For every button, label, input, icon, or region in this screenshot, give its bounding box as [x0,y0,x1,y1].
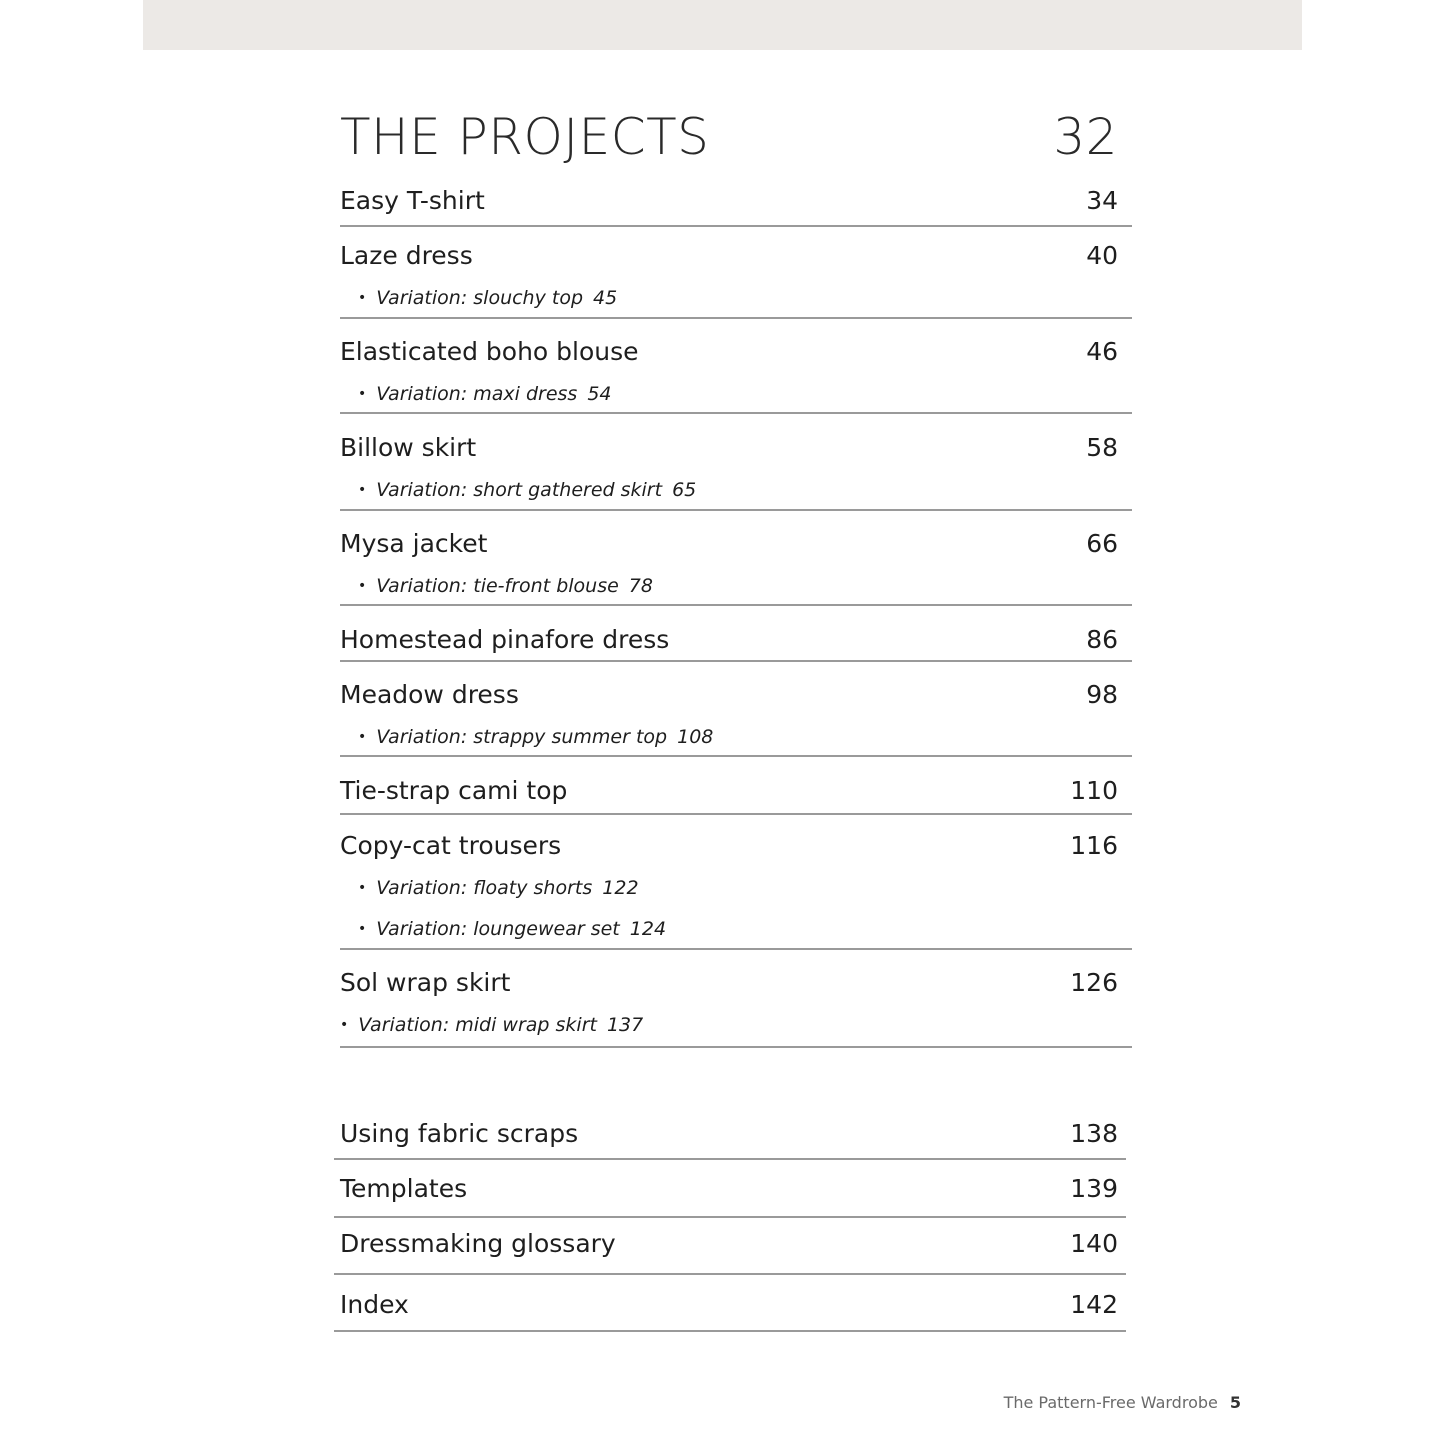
variation-label: Variation: tie-front blouse [376,575,619,597]
variation-page-number: 124 [629,918,667,940]
top-color-band [143,0,1302,50]
footer-page-number: 5 [1229,1392,1241,1412]
entry-title: Elasticated boho blouse [340,336,639,366]
toc-entry-row [340,432,1118,462]
bullet-icon: • [358,290,367,306]
toc-entry-sol-wrap-skirt [340,950,1132,1048]
entry-page-number: 126 [1070,967,1118,997]
variation-item [358,478,696,502]
section-title: THE PROJECTS [340,108,710,166]
variation-item [358,286,617,310]
entry-title: Mysa jacket [340,528,488,558]
entry-title: Tie-strap cami top [340,775,568,805]
toc-entry-tie-strap-cami-top [340,757,1132,815]
toc-entry-easy-t-shirt [340,180,1132,227]
entry-page-number: 138 [1070,1118,1118,1148]
variation-page-number: 54 [587,383,612,405]
entry-page-number: 86 [1086,624,1118,654]
toc-entry-row [340,1118,1118,1148]
entry-title: Using fabric scraps [340,1118,579,1148]
toc-entry-billow-skirt [340,414,1132,511]
bullet-icon: • [358,386,367,402]
entry-page-number: 46 [1086,336,1118,366]
entry-title: Billow skirt [340,432,477,462]
toc-entry-row [340,624,1118,654]
variation-page-number: 78 [628,575,653,597]
toc-entry-row [340,336,1118,366]
toc-entry-row [340,830,1118,860]
entry-page-number: 34 [1086,185,1118,215]
bullet-icon: • [358,921,367,937]
toc-entry-homestead-pinafore-dress [340,606,1132,662]
page-footer [1004,1390,1241,1414]
bullet-icon: • [358,578,367,594]
bullet-icon: • [340,1017,349,1033]
entry-title: Dressmaking glossary [340,1228,616,1258]
toc-entry-row [340,240,1118,270]
toc-entry-row [340,185,1118,215]
toc-entry-row [340,679,1118,709]
variation-page-number: 45 [593,287,618,309]
toc-entry-row [340,528,1118,558]
variation-label: Variation: floaty shorts [376,877,593,899]
variation-page-number: 65 [672,479,697,501]
variation-label: Variation: maxi dress [376,383,578,405]
entry-page-number: 139 [1070,1173,1118,1203]
entry-title: Copy-cat trousers [340,830,562,860]
variation-item [358,382,612,406]
entry-page-number: 142 [1070,1289,1118,1319]
variation-label: Variation: midi wrap skirt [358,1014,597,1036]
toc-entry-row [340,1173,1118,1203]
toc-entry-row [340,1289,1118,1319]
toc-entry-laze-dress [340,227,1132,319]
entry-page-number: 140 [1070,1228,1118,1258]
toc-entry-templates [334,1160,1126,1218]
toc-entry-row [340,1228,1118,1258]
entry-page-number: 98 [1086,679,1118,709]
variation-page-number: 137 [606,1014,644,1036]
entry-page-number: 110 [1070,775,1118,805]
variation-label: Variation: loungewear set [376,918,620,940]
toc-entry-dressmaking-glossary [334,1218,1126,1275]
bullet-icon: • [358,880,367,896]
toc-entry-row [340,967,1118,997]
section-page-number: 32 [1053,108,1118,166]
entry-title: Meadow dress [340,679,519,709]
toc-entry-copy-cat-trousers [340,815,1132,950]
entry-title: Laze dress [340,240,473,270]
entry-title: Templates [340,1173,468,1203]
variation-item [358,917,666,941]
bullet-icon: • [358,729,367,745]
toc-entry-meadow-dress [340,662,1132,757]
entry-title: Easy T-shirt [340,185,485,215]
entry-page-number: 40 [1086,240,1118,270]
toc-entry-elasticated-boho-blouse [340,319,1132,414]
toc-entry-using-fabric-scraps [334,1110,1126,1160]
section-header [340,105,1118,165]
bullet-icon: • [358,482,367,498]
entry-title: Homestead pinafore dress [340,624,670,654]
toc-entry-mysa-jacket [340,511,1132,606]
variation-item [358,876,639,900]
toc-entry-index [334,1275,1126,1332]
variation-item [358,725,713,749]
variation-page-number: 108 [677,726,714,748]
variation-item [340,1013,643,1037]
entry-page-number: 66 [1086,528,1118,558]
variation-label: Variation: slouchy top [376,287,584,309]
entry-title: Index [340,1289,409,1319]
entry-page-number: 58 [1086,432,1118,462]
variation-item [358,574,653,598]
entry-title: Sol wrap skirt [340,967,511,997]
entry-page-number: 116 [1070,830,1118,860]
toc-entry-row [340,775,1118,805]
variation-label: Variation: strappy summer top [376,726,668,748]
footer-book-title: The Pattern-Free Wardrobe [1003,1392,1218,1412]
variation-page-number: 122 [602,877,639,899]
variation-label: Variation: short gathered skirt [376,479,663,501]
